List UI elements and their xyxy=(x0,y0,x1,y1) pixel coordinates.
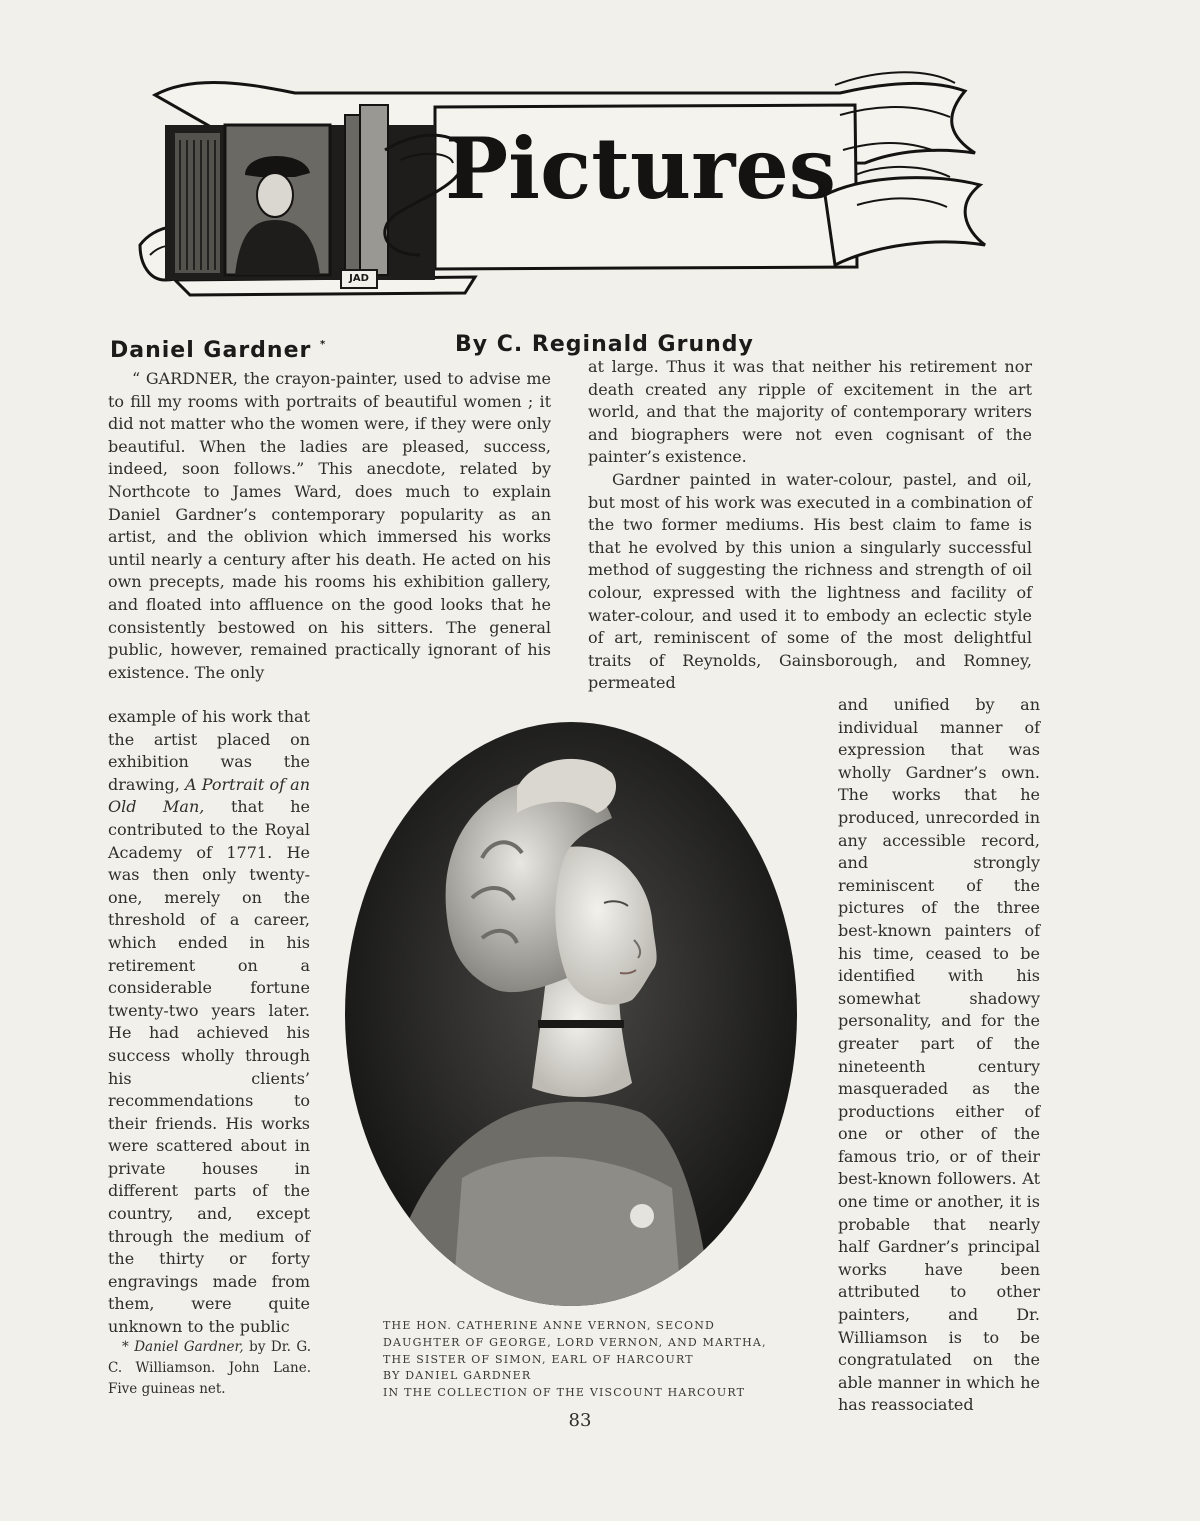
footnote-mark: * xyxy=(122,1339,129,1355)
paragraph: “ GARDNER, the crayon-painter, used to advise me to fill my rooms with portraits of beautiful women ; it did not matter who the women were, if they were only beautiful. When the ladies are pleased, success, indeed, soon follows.” This anecdote, related by Northcote to James Ward, does much to explain Daniel Gardner’s contemporary popularity as an artist, and the oblivion which immersed his works until nearly a century after his death. He acted on his own precepts, made his rooms his exhibition gallery, and floated into affluence on the good looks that he consistently bestowed on his sitters. The general public, however, remained practically ignorant of his existence. The only xyxy=(108,369,551,682)
article-title-text: Daniel Gardner xyxy=(110,338,312,363)
figure-caption xyxy=(383,1318,823,1402)
paragraph: Gardner painted in water-colour, pastel, and oil, but most of his work was executed in a combination of the two former mediums. His best claim to fame is that he evolved by this union a singularly successful method of suggesting the richness and strength of oil colour, expressed with the lightness and facility of water-colour, and used it to embody an eclectic style of art, reminiscent of some of the most delightful traits of Reynolds, Gainsborough, and Romney, permeated xyxy=(588,469,1032,693)
article-byline: By C. Reginald Grundy xyxy=(455,332,754,357)
pictures-banner xyxy=(135,55,995,300)
footnote-book-title: Daniel Gardner, xyxy=(134,1339,250,1355)
caption-line: THE SISTER OF SIMON, EARL OF HARCOURT xyxy=(383,1352,694,1366)
paragraph-text: example of his work that the artist placed on exhibition was the drawing, xyxy=(108,707,310,794)
paragraph: at large. Thus it was that neither his retirement nor death created any ripple of excitement in the art world, and that the majority of contemporary writers and biographers were not even cognisant of the painter’s existence. xyxy=(588,357,1032,467)
page-number: 83 xyxy=(568,1410,592,1431)
caption-line: DAUGHTER OF GEORGE, LORD VERNON, AND MARTHA, xyxy=(383,1335,767,1349)
footnote-marker: * xyxy=(320,339,327,350)
portrait-illustration xyxy=(342,718,800,1310)
footnote xyxy=(108,1337,311,1400)
right-column-upper xyxy=(588,356,1032,695)
footnote-detail: by Dr. G. C. Williamson. John Lane. Five guineas net. xyxy=(108,1339,312,1397)
right-column-lower xyxy=(838,694,1040,1417)
left-column-lower xyxy=(108,706,310,1339)
caption-line: BY DANIEL GARDNER xyxy=(383,1369,532,1383)
footnote-text xyxy=(108,1337,311,1400)
left-column-upper xyxy=(108,368,551,684)
article-title xyxy=(110,330,326,366)
paragraph-text: that he contributed to the Royal Academy of 1771. He was then only twenty-one, merely on the threshold of a career, which ended in his retirement on a considerable fortune twenty-two years later. He had achieved his success wholly through his clients’ recommendations to their friends. His works were scattered about in private houses in different parts of the country, and, except through the medium of the thirty or forty engravings made from them, were quite unknown to the public xyxy=(108,797,311,1337)
artist-monogram: JAD xyxy=(340,269,378,289)
artwork-title: A Portrait of an Old Man, xyxy=(108,774,310,817)
paragraph: and unified by an individual manner of expression that was wholly Gardner’s own. The works that he produced, unrecorded in any accessible record, and strongly reminiscent of the pictures of the three best-known painters of his time, ceased to be identified with his somewhat shadowy personality, and for the greater part of the nineteenth century masqueraded as the productions either of one or other of the famous trio, or of their best-known followers. At one time or another, it is probable that nearly half Gardner’s principal works have been attributed to other painters, and Dr. Williamson is to be congratulated on the able manner in which he has reassociated xyxy=(838,695,1040,1415)
oval-portrait-image xyxy=(342,718,800,1310)
banner-title: Pictures xyxy=(445,119,837,218)
paragraph xyxy=(108,706,310,1339)
caption-line: IN THE COLLECTION OF THE VISCOUNT HARCOURT xyxy=(383,1386,746,1400)
caption-line: THE HON. CATHERINE ANNE VERNON, SECOND xyxy=(383,1319,716,1332)
